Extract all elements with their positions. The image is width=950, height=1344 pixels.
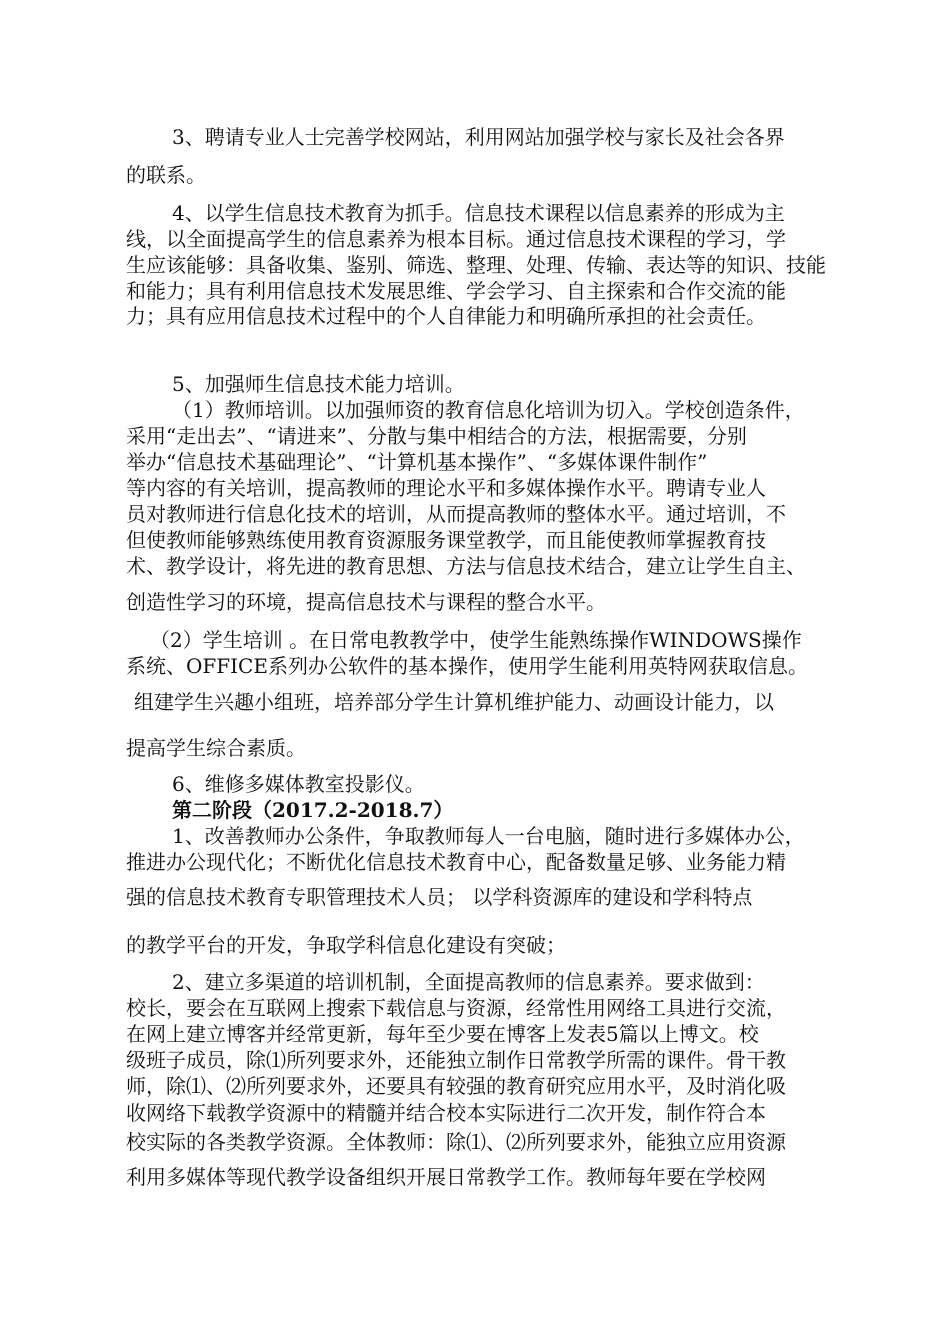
stage2-item1-line-3: 强的信息技术教育专职管理技术人员； 以学科资源库的建设和学科特点 xyxy=(126,885,753,909)
stage2-item2-line-6: 收网络下载教学资源中的精髓并结合校本实际进行二次开发，制作符合本 xyxy=(126,1101,766,1125)
paragraph-4-line-2: 线，以全面提高学生的信息素养为根本目标。通过信息技术课程的学习，学 xyxy=(126,227,786,251)
paragraph-6: 6、维修多媒体教室投影仪。 xyxy=(172,772,425,796)
paragraph-4-line-1: 4、以学生信息技术教育为抓手。信息技术课程以信息素养的形成为主 xyxy=(172,201,785,225)
stage2-item2-line-7: 校实际的各类教学资源。全体教师：除⑴、⑵所列要求外，能独立应用资源 xyxy=(126,1130,786,1154)
teacher-training-line-1: （1）教师培训。以加强师资的教育信息化培训为切入。学校创造条件， xyxy=(172,398,805,422)
stage2-item1-line-2: 推进办公现代化；不断优化信息技术教育中心，配备数量足够、业务能力精 xyxy=(126,850,786,874)
teacher-training-line-7: 术、教学设计，将先进的教育思想、方法与信息技术结合，建立让学生自主、 xyxy=(126,554,806,578)
paragraph-4-line-4: 和能力；具有利用信息技术发展思维、学会学习、自主探索和合作交流的能 xyxy=(126,279,786,303)
paragraph-4-line-3: 生应该能够：具备收集、鉴别、筛选、整理、处理、传输、表达等的知识、技能 xyxy=(126,253,826,277)
stage2-item2-line-4: 级班子成员，除⑴所列要求外，还能独立制作日常教学所需的课件。骨干教 xyxy=(126,1048,786,1072)
student-training-line-4: 提高学生综合素质。 xyxy=(126,736,306,760)
stage2-item1-line-4: 的教学平台的开发，争取学科信息化建设有突破； xyxy=(126,933,566,957)
student-training-line-1: （2）学生培训 。在日常电教教学中，使学生能熟练操作WINDOWS操作 xyxy=(150,628,802,652)
paragraph-3-line-2: 的联系。 xyxy=(126,163,206,187)
student-training-line-3: 组建学生兴趣小组班，培养部分学生计算机维护能力、动画设计能力，以 xyxy=(134,690,774,714)
teacher-training-line-6: 但使教师能够熟练使用教育资源服务课堂教学，而且能使教师掌握教育技 xyxy=(126,528,766,552)
teacher-training-line-8: 创造性学习的环境，提高信息技术与课程的整合水平。 xyxy=(126,590,606,614)
stage2-item2-line-8: 利用多媒体等现代教学设备组织开展日常教学工作。教师每年要在学校网 xyxy=(126,1165,766,1189)
stage2-item2-line-2: 校长，要会在互联网上搜索下载信息与资源，经常性用网络工具进行交流， xyxy=(126,996,786,1020)
student-training-line-2: 系统、OFFICE系列办公软件的基本操作，使用学生能利用英特网获取信息。 xyxy=(126,654,808,678)
section-heading-stage-2: 第二阶段（2017.2-2018.7） xyxy=(172,798,454,822)
stage2-item2-line-5: 师，除⑴、⑵所列要求外，还要具有较强的教育研究应用水平，及时消化吸 xyxy=(126,1074,786,1098)
teacher-training-line-5: 员对教师进行信息化技术的培训，从而提高教师的整体水平。通过培训，不 xyxy=(126,502,786,526)
paragraph-5-heading: 5、加强师生信息技术能力培训。 xyxy=(172,372,465,396)
teacher-training-line-3: 举办“信息技术基础理论”、“计算机基本操作”、“多媒体课件制作” xyxy=(126,450,708,474)
paragraph-4-line-5: 力；具有应用信息技术过程中的个人自律能力和明确所承担的社会责任。 xyxy=(126,304,766,328)
stage2-item1-line-1: 1、改善教师办公条件，争取教师每人一台电脑，随时进行多媒体办公， xyxy=(172,824,805,848)
stage2-item2-line-1: 2、建立多渠道的培训机制，全面提高教师的信息素养。要求做到： xyxy=(172,970,765,994)
teacher-training-line-2: 采用“走出去”、“请进来”、分散与集中相结合的方法，根据需要，分别 xyxy=(126,424,747,448)
paragraph-3-line-1: 3、聘请专业人士完善学校网站，利用网站加强学校与家长及社会各界 xyxy=(172,125,785,149)
stage2-item2-line-3: 在网上建立博客并经常更新，每年至少要在博客上发表5篇以上博文。校 xyxy=(126,1022,759,1046)
teacher-training-line-4: 等内容的有关培训，提高教师的理论水平和多媒体操作水平。聘请专业人 xyxy=(126,476,766,500)
